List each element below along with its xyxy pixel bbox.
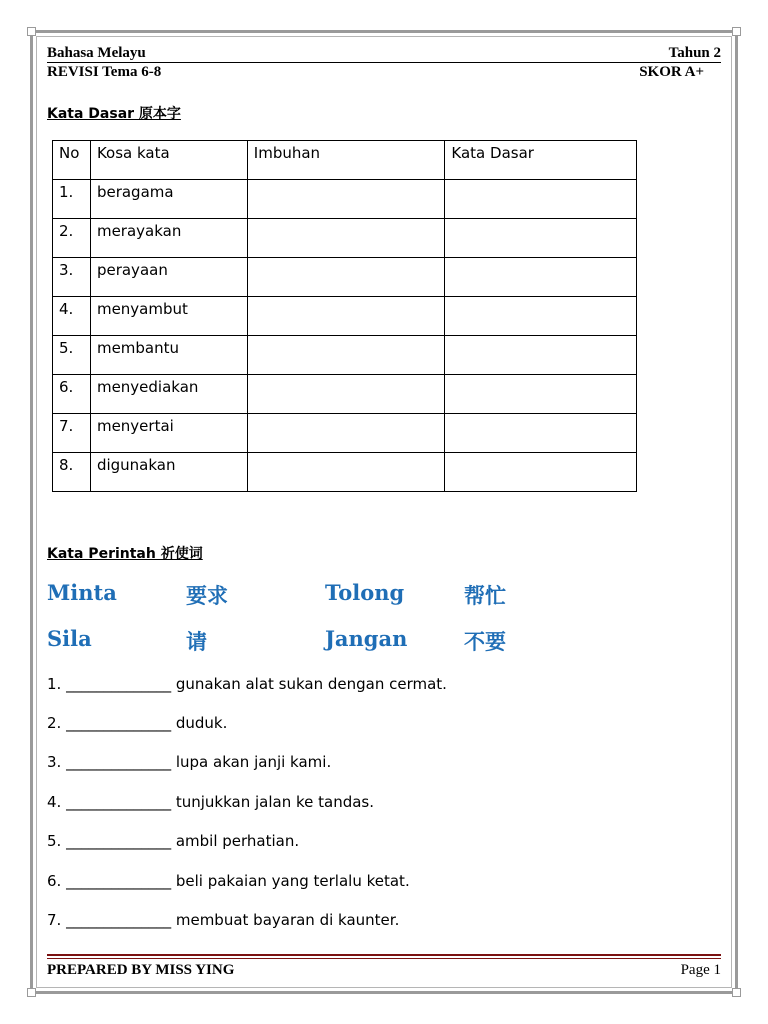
row-kosa-kata: digunakan: [90, 453, 247, 492]
row-kata-dasar-cell[interactable]: [445, 414, 637, 453]
command-word-tolong: Tolong: [325, 580, 405, 605]
column-header-imbuhan: Imbuhan: [247, 141, 445, 180]
header-rule: [47, 62, 721, 63]
row-kosa-kata: beragama: [90, 180, 247, 219]
table-row: [53, 180, 637, 219]
row-imbuhan-cell[interactable]: [247, 219, 445, 258]
table-row: [53, 414, 637, 453]
row-imbuhan-cell[interactable]: [247, 297, 445, 336]
command-chinese-sila: 请: [186, 629, 207, 654]
header-revision: REVISI Tema 6-8: [47, 64, 162, 80]
row-kosa-kata: menyediakan: [90, 375, 247, 414]
footer-rule: [47, 954, 721, 956]
column-header-kosa-kata: Kosa kata: [90, 141, 247, 180]
row-number: 2.: [53, 219, 91, 258]
header-subject: Bahasa Melayu: [47, 45, 146, 61]
header-score: SKOR A+: [639, 64, 704, 80]
footer-prepared-by: PREPARED BY MISS YING: [47, 962, 235, 978]
kata-dasar-table: [52, 140, 637, 492]
row-imbuhan-cell[interactable]: [247, 336, 445, 375]
row-number: 3.: [53, 258, 91, 297]
exercise-item: 7. ______________ membuat bayaran di kaunter.: [47, 911, 400, 929]
row-kosa-kata: membantu: [90, 336, 247, 375]
exercise-item: 6. ______________ beli pakaian yang terlalu ketat.: [47, 872, 410, 890]
row-kata-dasar-cell[interactable]: [445, 375, 637, 414]
row-kata-dasar-cell[interactable]: [445, 336, 637, 375]
command-word-sila: Sila: [47, 626, 92, 651]
kata-perintah-title: Kata Perintah 祈使词: [47, 546, 203, 562]
row-kosa-kata: perayaan: [90, 258, 247, 297]
row-number: 4.: [53, 297, 91, 336]
row-imbuhan-cell[interactable]: [247, 453, 445, 492]
row-number: 8.: [53, 453, 91, 492]
table-row: [53, 336, 637, 375]
command-word-jangan: Jangan: [325, 626, 408, 651]
table-row: [53, 219, 637, 258]
corner-ornament-bottom-left: [27, 988, 36, 997]
corner-ornament-bottom-right: [732, 988, 741, 997]
exercise-item: 1. ______________ gunakan alat sukan dengan cermat.: [47, 675, 447, 693]
command-word-minta: Minta: [47, 580, 117, 605]
row-number: 5.: [53, 336, 91, 375]
row-imbuhan-cell[interactable]: [247, 258, 445, 297]
kata-dasar-title: Kata Dasar 原本字: [47, 106, 181, 122]
exercise-item: 4. ______________ tunjukkan jalan ke tandas.: [47, 793, 375, 811]
row-number: 6.: [53, 375, 91, 414]
row-kosa-kata: menyambut: [90, 297, 247, 336]
row-kosa-kata: merayakan: [90, 219, 247, 258]
table-row: [53, 375, 637, 414]
row-kata-dasar-cell[interactable]: [445, 219, 637, 258]
row-kata-dasar-cell[interactable]: [445, 258, 637, 297]
footer-page-number: Page 1: [680, 962, 721, 978]
command-chinese-jangan: 不要: [464, 629, 506, 654]
column-header-no: No: [53, 141, 91, 180]
header-year: Tahun 2: [668, 45, 721, 61]
corner-ornament-top-left: [27, 27, 36, 36]
exercise-item: 3. ______________ lupa akan janji kami.: [47, 753, 332, 771]
row-number: 7.: [53, 414, 91, 453]
corner-ornament-top-right: [732, 27, 741, 36]
row-number: 1.: [53, 180, 91, 219]
table-row: [53, 258, 637, 297]
column-header-kata-dasar: Kata Dasar: [445, 141, 637, 180]
row-kata-dasar-cell[interactable]: [445, 453, 637, 492]
row-kata-dasar-cell[interactable]: [445, 180, 637, 219]
table-row: [53, 297, 637, 336]
table-header-row: [53, 141, 637, 180]
command-chinese-minta: 要求: [186, 583, 228, 608]
exercise-item: 5. ______________ ambil perhatian.: [47, 832, 300, 850]
row-kata-dasar-cell[interactable]: [445, 297, 637, 336]
footer-rule-thin: [47, 958, 721, 959]
row-imbuhan-cell[interactable]: [247, 375, 445, 414]
row-kosa-kata: menyertai: [90, 414, 247, 453]
row-imbuhan-cell[interactable]: [247, 414, 445, 453]
table-row: [53, 453, 637, 492]
command-chinese-tolong: 帮忙: [464, 583, 506, 608]
row-imbuhan-cell[interactable]: [247, 180, 445, 219]
exercise-item: 2. ______________ duduk.: [47, 714, 228, 732]
